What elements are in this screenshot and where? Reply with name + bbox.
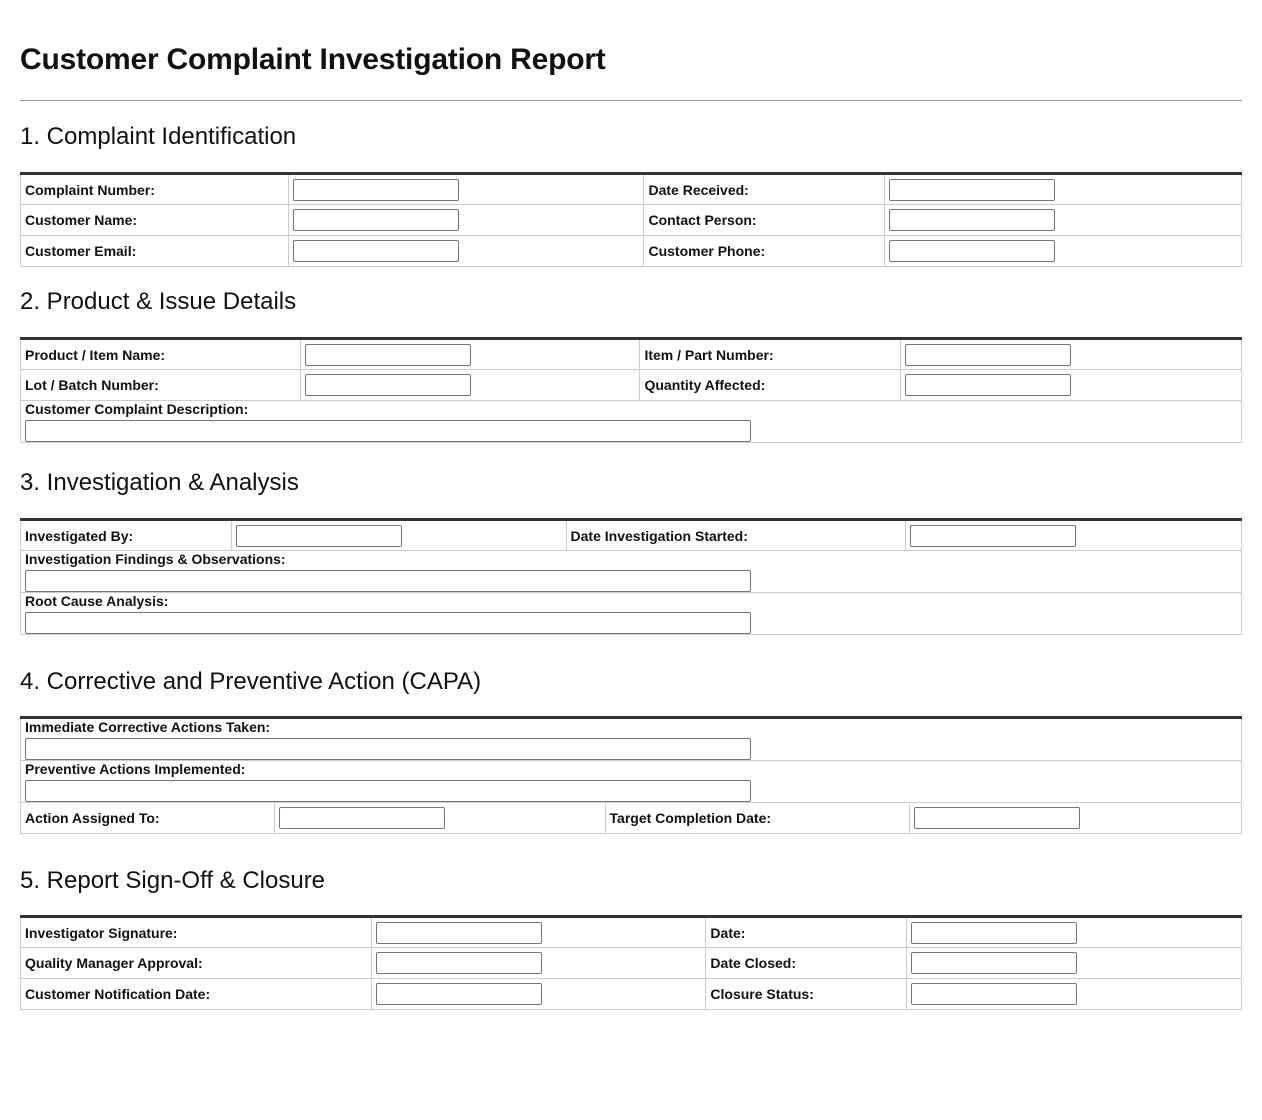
lot-number-cell [300,370,640,401]
customer-email-label: Customer Email: [21,236,289,267]
table-row [21,718,1242,761]
section-3-heading: 3. Investigation & Analysis [20,469,299,496]
immediate-actions-cell [21,718,1242,761]
signoff-closure-table [20,915,1242,1010]
page-title: Customer Complaint Investigation Report [20,43,606,76]
findings-label: Investigation Findings & Observations: [25,551,286,567]
table-row [21,803,1242,834]
closure-status-label: Closure Status: [706,979,907,1010]
table-row [21,370,1242,401]
table-row [21,551,1242,593]
lot-number-input[interactable] [305,374,471,396]
contact-person-label: Contact Person: [644,205,885,236]
table-row [21,948,1242,979]
target-date-cell [910,803,1242,834]
table-row [21,236,1242,267]
qm-approval-cell [371,948,706,979]
investigator-signature-input[interactable] [376,922,542,944]
product-name-label: Product / Item Name: [21,339,301,370]
investigation-analysis-table [20,518,1242,635]
notification-date-input[interactable] [376,983,542,1005]
section-4-heading: 4. Corrective and Preventive Action (CAPA) [20,668,482,695]
root-cause-input[interactable] [25,612,751,634]
customer-email-cell [288,236,644,267]
qm-approval-input[interactable] [376,952,542,974]
target-date-input[interactable] [914,807,1080,829]
closure-status-input[interactable] [911,983,1077,1005]
preventive-actions-cell [21,761,1242,803]
contact-person-input[interactable] [889,209,1055,231]
date-started-label: Date Investigation Started: [566,520,906,551]
date-label: Date: [706,917,907,948]
target-date-label: Target Completion Date: [605,803,910,834]
findings-cell [21,551,1242,593]
table-row [21,917,1242,948]
contact-person-cell [885,205,1242,236]
product-name-cell [300,339,640,370]
preventive-actions-input[interactable] [25,780,751,802]
quantity-affected-input[interactable] [905,374,1071,396]
immediate-actions-input[interactable] [25,738,751,760]
complaint-number-input[interactable] [293,179,459,201]
table-row [21,339,1242,370]
complaint-number-cell [288,174,644,205]
product-name-input[interactable] [305,344,471,366]
date-closed-cell [907,948,1242,979]
date-received-cell [885,174,1242,205]
investigated-by-input[interactable] [236,525,402,547]
preventive-actions-label: Preventive Actions Implemented: [25,761,246,777]
date-closed-label: Date Closed: [706,948,907,979]
table-row [21,593,1242,635]
date-closed-input[interactable] [911,952,1077,974]
customer-name-label: Customer Name: [21,205,289,236]
notification-date-cell [371,979,706,1010]
investigator-signature-label: Investigator Signature: [21,917,372,948]
date-received-input[interactable] [889,179,1055,201]
date-cell [907,917,1242,948]
part-number-cell [901,339,1242,370]
date-received-label: Date Received: [644,174,885,205]
investigated-by-cell [231,520,566,551]
customer-name-cell [288,205,644,236]
customer-phone-cell [885,236,1242,267]
table-row [21,174,1242,205]
closure-status-cell [907,979,1242,1010]
complaint-number-label: Complaint Number: [21,174,289,205]
root-cause-cell [21,593,1242,635]
investigated-by-label: Investigated By: [21,520,232,551]
complaint-description-input[interactable] [25,420,751,442]
capa-table [20,716,1242,834]
investigator-signature-cell [371,917,706,948]
section-5-heading: 5. Report Sign-Off & Closure [20,867,326,894]
part-number-label: Item / Part Number: [640,339,901,370]
notification-date-label: Customer Notification Date: [21,979,372,1010]
assigned-to-label: Action Assigned To: [21,803,275,834]
complaint-description-cell [21,401,1242,443]
table-row [21,520,1242,551]
date-started-input[interactable] [910,525,1076,547]
root-cause-label: Root Cause Analysis: [25,593,169,609]
table-row [21,205,1242,236]
customer-name-input[interactable] [293,209,459,231]
lot-number-label: Lot / Batch Number: [21,370,301,401]
assigned-to-input[interactable] [279,807,445,829]
findings-input[interactable] [25,570,751,592]
section-2-heading: 2. Product & Issue Details [20,288,297,315]
title-divider [20,100,1242,101]
qm-approval-label: Quality Manager Approval: [21,948,372,979]
part-number-input[interactable] [905,344,1071,366]
quantity-affected-label: Quantity Affected: [640,370,901,401]
customer-email-input[interactable] [293,240,459,262]
complaint-identification-table [20,172,1242,267]
customer-phone-label: Customer Phone: [644,236,885,267]
product-issue-table [20,337,1242,443]
customer-phone-input[interactable] [889,240,1055,262]
table-row [21,401,1242,443]
section-1-heading: 1. Complaint Identification [20,123,297,150]
complaint-description-label: Customer Complaint Description: [25,401,249,417]
assigned-to-cell [274,803,605,834]
date-started-cell [906,520,1242,551]
quantity-affected-cell [901,370,1242,401]
table-row [21,979,1242,1010]
immediate-actions-label: Immediate Corrective Actions Taken: [25,719,271,735]
table-row [21,761,1242,803]
date-input[interactable] [911,922,1077,944]
